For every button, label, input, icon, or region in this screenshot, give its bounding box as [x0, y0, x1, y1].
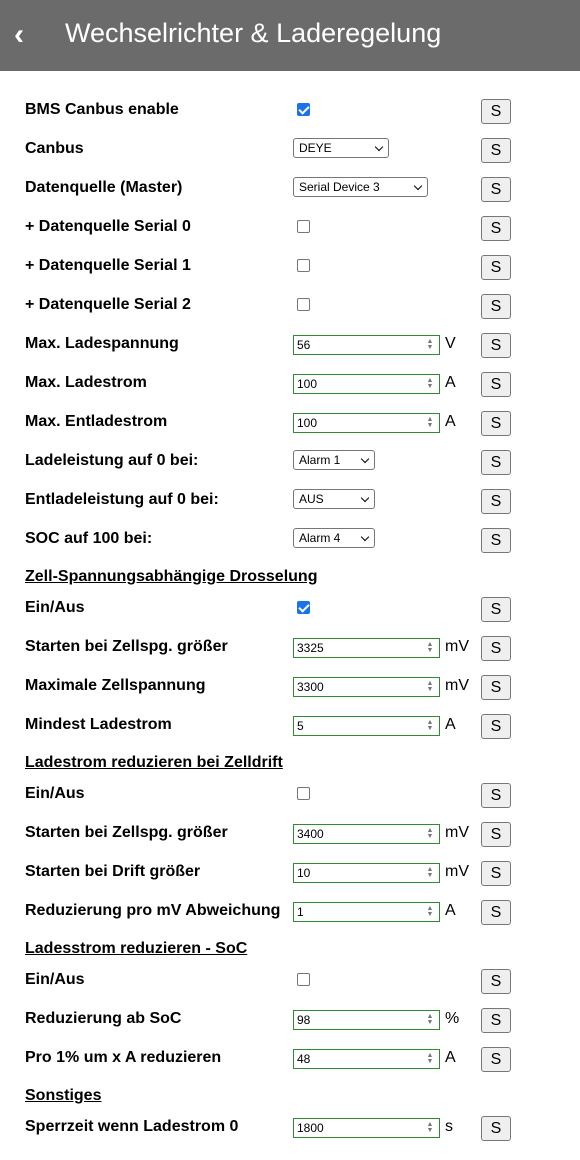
save-button[interactable]: S: [481, 783, 511, 808]
drosselung-enable-checkbox[interactable]: [297, 601, 310, 614]
setting-label: Starten bei Zellspg. größer: [25, 638, 228, 655]
unit-label: A: [445, 716, 456, 733]
chevron-down-icon: [361, 533, 369, 541]
save-button[interactable]: S: [481, 636, 511, 661]
save-button[interactable]: S: [481, 861, 511, 886]
spinner-icon[interactable]: ▲ ▼: [426, 641, 434, 654]
serial1-checkbox[interactable]: [297, 259, 310, 272]
spinner-icon[interactable]: ▲ ▼: [426, 1013, 434, 1026]
save-button[interactable]: S: [481, 294, 511, 319]
serial2-checkbox[interactable]: [297, 298, 310, 311]
setting-label: Max. Ladespannung: [25, 335, 179, 352]
unit-label: mV: [445, 863, 469, 880]
serial0-checkbox[interactable]: [297, 220, 310, 233]
save-button[interactable]: S: [481, 372, 511, 397]
app-header: [0, 0, 580, 71]
max-zellspannung-input[interactable]: [293, 677, 440, 697]
save-button[interactable]: S: [481, 597, 511, 622]
unit-label: %: [445, 1010, 460, 1027]
save-button[interactable]: S: [481, 1047, 511, 1072]
setting-label: Ein/Aus: [25, 785, 85, 802]
save-button[interactable]: S: [481, 99, 511, 124]
setting-row: [0, 636, 580, 666]
setting-label: Max. Ladestrom: [25, 374, 147, 391]
spinner-icon[interactable]: ▲ ▼: [426, 338, 434, 351]
chevron-down-icon: [414, 182, 422, 190]
setting-label: Mindest Ladestrom: [25, 716, 172, 733]
save-button[interactable]: S: [481, 255, 511, 280]
max-ladespannung-input[interactable]: [293, 335, 440, 355]
unit-label: s: [445, 1118, 453, 1135]
ladeleistung-select[interactable]: [293, 450, 375, 470]
setting-row: [0, 372, 580, 402]
canbus-select[interactable]: [293, 138, 389, 158]
pro-prozent-reduzieren-input[interactable]: [293, 1049, 440, 1069]
setting-label: BMS Canbus enable: [25, 101, 179, 118]
datenquelle-master-select[interactable]: [293, 177, 428, 197]
spinner-icon[interactable]: ▲ ▼: [426, 719, 434, 732]
unit-label: A: [445, 413, 456, 430]
input-value: 100: [297, 377, 318, 391]
setting-row: [0, 597, 580, 627]
setting-row: [0, 714, 580, 744]
input-value: 3300: [297, 680, 324, 694]
save-button[interactable]: S: [481, 969, 511, 994]
setting-row: [0, 1116, 580, 1146]
setting-label: Entladeleistung auf 0 bei:: [25, 491, 219, 508]
setting-row: [0, 177, 580, 207]
drift-start-zellspg-input[interactable]: [293, 824, 440, 844]
setting-label: Starten bei Drift größer: [25, 863, 201, 880]
setting-row: [0, 450, 580, 480]
spinner-icon[interactable]: ▲ ▼: [426, 1052, 434, 1065]
spinner-icon[interactable]: ▲ ▼: [426, 680, 434, 693]
setting-label: SOC auf 100 bei:: [25, 530, 153, 547]
input-value: 100: [297, 416, 318, 430]
save-button[interactable]: S: [481, 675, 511, 700]
setting-label: Ladeleistung auf 0 bei:: [25, 452, 199, 469]
setting-label: Maximale Zellspannung: [25, 677, 206, 694]
input-value: 3325: [297, 641, 324, 655]
setting-label: Pro 1% um x A reduzieren: [25, 1049, 222, 1066]
input-value: 5: [297, 719, 304, 733]
setting-label: Sperrzeit wenn Ladestrom 0: [25, 1118, 239, 1135]
unit-label: mV: [445, 824, 469, 841]
setting-label: + Datenquelle Serial 2: [25, 296, 191, 313]
setting-row: [0, 900, 580, 930]
input-value: 3400: [297, 827, 324, 841]
spinner-icon[interactable]: ▲ ▼: [426, 377, 434, 390]
input-value: 1: [297, 905, 304, 919]
save-button[interactable]: S: [481, 489, 511, 514]
chevron-down-icon: [361, 494, 369, 502]
spinner-icon[interactable]: ▲ ▼: [426, 905, 434, 918]
setting-label: Datenquelle (Master): [25, 179, 183, 196]
setting-row: [0, 675, 580, 705]
setting-row: [0, 255, 580, 285]
select-value: AUS: [299, 492, 324, 506]
reduzierung-ab-soc-input[interactable]: [293, 1010, 440, 1030]
setting-row: [0, 333, 580, 363]
setting-row: [0, 489, 580, 519]
reduzierung-pro-mv-input[interactable]: [293, 902, 440, 922]
setting-row: [0, 1047, 580, 1077]
save-button[interactable]: S: [481, 216, 511, 241]
max-ladestrom-input[interactable]: [293, 374, 440, 394]
setting-row: [0, 294, 580, 324]
setting-label: Ein/Aus: [25, 971, 85, 988]
select-value: Serial Device 3: [299, 180, 380, 194]
mindest-ladestrom-input[interactable]: [293, 716, 440, 736]
spinner-icon[interactable]: ▲ ▼: [426, 1121, 434, 1134]
unit-label: V: [445, 335, 456, 352]
select-value: Alarm 4: [299, 531, 341, 545]
save-button[interactable]: S: [481, 1008, 511, 1033]
setting-label: + Datenquelle Serial 1: [25, 257, 191, 274]
input-value: 56: [297, 338, 311, 352]
spinner-icon[interactable]: ▲ ▼: [426, 416, 434, 429]
save-button[interactable]: S: [481, 177, 511, 202]
setting-label: + Datenquelle Serial 0: [25, 218, 191, 235]
section-heading: Sonstiges: [25, 1087, 102, 1104]
setting-label: Max. Entladestrom: [25, 413, 168, 430]
section-heading: Ladestrom reduzieren bei Zelldrift: [25, 754, 283, 771]
back-button[interactable]: [14, 18, 40, 52]
unit-label: mV: [445, 638, 469, 655]
spinner-icon[interactable]: ▲ ▼: [426, 866, 434, 879]
select-value: Alarm 1: [299, 453, 341, 467]
select-value: DEYE: [299, 141, 332, 155]
save-button[interactable]: S: [481, 138, 511, 163]
input-value: 98: [297, 1013, 311, 1027]
setting-row: [0, 528, 580, 558]
input-value: 10: [297, 866, 311, 880]
setting-label: Ein/Aus: [25, 599, 85, 616]
setting-row: [0, 99, 580, 129]
setting-label: Reduzierung ab SoC: [25, 1010, 182, 1027]
unit-label: A: [445, 1049, 456, 1066]
save-button[interactable]: S: [481, 411, 511, 436]
save-button[interactable]: S: [481, 1116, 511, 1141]
spinner-icon[interactable]: ▲ ▼: [426, 827, 434, 840]
setting-label: Reduzierung pro mV Abweichung: [25, 902, 281, 919]
unit-label: A: [445, 902, 456, 919]
setting-label: Canbus: [25, 140, 84, 157]
input-value: 48: [297, 1052, 311, 1066]
entladeleistung-select[interactable]: [293, 489, 375, 509]
section-heading: Ladesstrom reduzieren - SoC: [25, 940, 248, 957]
bms-canbus-checkbox[interactable]: [297, 103, 310, 116]
save-button[interactable]: S: [481, 450, 511, 475]
chevron-down-icon: [361, 455, 369, 463]
unit-label: A: [445, 374, 456, 391]
input-value: 1800: [297, 1121, 324, 1135]
setting-row: [0, 861, 580, 891]
setting-row: [0, 1008, 580, 1038]
setting-row: [0, 783, 580, 813]
soc-100-select[interactable]: [293, 528, 375, 548]
chevron-left-icon: ‹: [14, 18, 24, 51]
setting-row: [0, 411, 580, 441]
save-button[interactable]: S: [481, 714, 511, 739]
setting-row: [0, 216, 580, 246]
chevron-down-icon: [375, 143, 383, 151]
drift-groesser-input[interactable]: [293, 863, 440, 883]
page-title: Wechselrichter & Laderegelung: [65, 18, 442, 48]
save-button[interactable]: S: [481, 333, 511, 358]
section-heading: Zell-Spannungsabhängige Drosselung: [25, 568, 318, 585]
soc-reduce-enable-checkbox[interactable]: [297, 973, 310, 986]
setting-row: [0, 822, 580, 852]
max-entladestrom-input[interactable]: [293, 413, 440, 433]
save-button[interactable]: S: [481, 900, 511, 925]
setting-row: [0, 138, 580, 168]
start-zellspg-input[interactable]: [293, 638, 440, 658]
unit-label: mV: [445, 677, 469, 694]
setting-row: [0, 969, 580, 999]
save-button[interactable]: S: [481, 822, 511, 847]
zelldrift-enable-checkbox[interactable]: [297, 787, 310, 800]
save-button[interactable]: S: [481, 528, 511, 553]
setting-label: Starten bei Zellspg. größer: [25, 824, 228, 841]
sperrzeit-input[interactable]: [293, 1118, 440, 1138]
